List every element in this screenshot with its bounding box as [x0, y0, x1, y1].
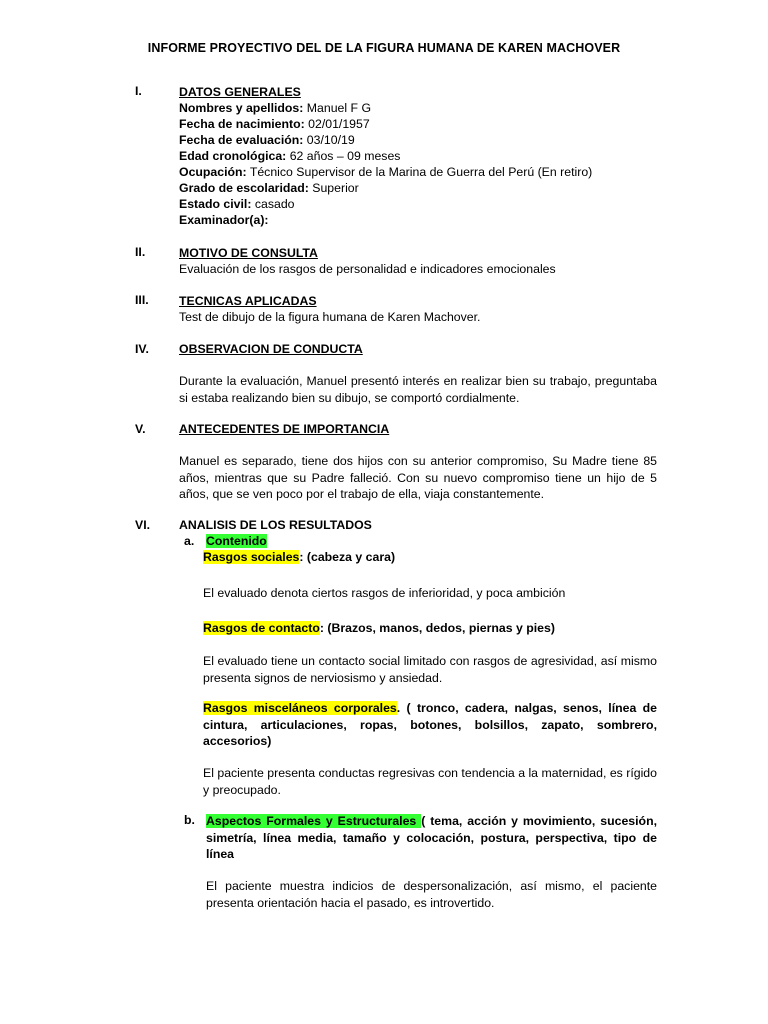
field-label: Fecha de evaluación:: [179, 133, 304, 147]
highlight-label: Rasgos sociales: [203, 550, 300, 564]
subsection-marker: a.: [184, 534, 195, 548]
field-label: Grado de escolaridad:: [179, 181, 309, 195]
rasgos-sociales-heading: [203, 550, 395, 564]
highlight-label: Rasgos misceláneos corporales: [203, 701, 397, 715]
field-label: Examinador(a):: [179, 213, 269, 227]
field-value: 03/10/19: [303, 133, 355, 147]
rasgos-sociales-text: El evaluado denota ciertos rasgos de inferioridad, y poca ambición: [203, 586, 566, 600]
section-heading: TECNICAS APLICADAS: [179, 294, 317, 308]
field-value: 62 años – 09 meses: [286, 149, 401, 163]
section-text: Test de dibujo de la figura humana de Karen Machover.: [179, 310, 481, 324]
field-value: Manuel F G: [303, 101, 372, 115]
field-value: Técnico Supervisor de la Marina de Guerra del Perú (En retiro): [246, 165, 593, 179]
section-number: V.: [135, 422, 146, 436]
field-estado-civil: [179, 196, 592, 212]
section-body: [179, 84, 592, 228]
section-heading: DATOS GENERALES: [179, 85, 301, 99]
rasgos-miscelaneos-heading: [203, 700, 657, 750]
field-value: casado: [251, 197, 295, 211]
subsection-marker: b.: [184, 813, 195, 827]
heading-rest: : (Brazos, manos, dedos, piernas y pies): [319, 621, 555, 635]
section-number: III.: [135, 293, 149, 307]
highlight-label: Aspectos Formales y Estructurales: [206, 814, 422, 828]
section-number: II.: [135, 245, 146, 259]
section-text: Manuel es separado, tiene dos hijos con su anterior compromiso, Su Madre tiene 85 años, mientras que su Padre falleció. Con su nuevo compromiso tiene un hijo de 5 años, que se ven poco por el trabajo de ella, viaja constantemente.: [179, 454, 657, 501]
field-value: 02/01/1957: [304, 117, 370, 131]
rasgos-contacto-heading: [203, 621, 555, 635]
section-number: VI.: [135, 518, 151, 532]
field-label: Ocupación:: [179, 165, 247, 179]
subsection-label: Contenido: [206, 534, 267, 548]
aspectos-formales-heading: [206, 813, 657, 863]
field-ocupacion: [179, 164, 592, 180]
field-escolaridad: [179, 180, 592, 196]
field-fecha-evaluacion: [179, 132, 592, 148]
aspectos-formales-text: El paciente muestra indicios de despersonalización, así mismo, el paciente presenta orientación hacia el pasado, es introvertido.: [206, 879, 657, 910]
field-label: Fecha de nacimiento:: [179, 117, 305, 131]
highlight-label: Rasgos de contacto: [203, 621, 320, 635]
rasgos-contacto-text: El evaluado tiene un contacto social limitado con rasgos de agresividad, así mismo presenta signos de nerviosismo y ansiedad.: [203, 654, 657, 685]
section-body: [179, 293, 480, 325]
heading-rest: ( tema, acción y movimiento, sucesión, simetría, línea media, tamaño y colocación, postura, perspectiva, tipo de línea: [206, 814, 657, 861]
rasgos-miscelaneos-text: El paciente presenta conductas regresivas con tendencia a la maternidad, es rígido y preocupado.: [203, 766, 657, 797]
field-edad: [179, 148, 592, 164]
section-number: I.: [135, 84, 142, 98]
field-label: Estado civil:: [179, 197, 252, 211]
section-body: [179, 245, 556, 277]
section-heading: ANTECEDENTES DE IMPORTANCIA: [179, 422, 390, 436]
section-heading: MOTIVO DE CONSULTA: [179, 246, 318, 260]
section-text: Durante la evaluación, Manuel presentó interés en realizar bien su trabajo, preguntaba si estaba realizando bien su dibujo, se comportó cordialmente.: [179, 374, 657, 405]
heading-rest: : (cabeza y cara): [299, 550, 396, 564]
heading-rest: . ( tronco, cadera, nalgas, senos, línea de cintura, articulaciones, ropas, botones, bolsillos, zapato, sombrero, accesorios): [203, 701, 657, 748]
section-heading: OBSERVACION DE CONDUCTA: [179, 342, 363, 356]
section-text: Evaluación de los rasgos de personalidad e indicadores emocionales: [179, 262, 556, 276]
field-examinador: [179, 212, 592, 228]
field-fecha-nacimiento: [179, 116, 592, 132]
field-nombres: [179, 100, 592, 116]
field-label: Nombres y apellidos:: [179, 101, 304, 115]
section-heading: ANALISIS DE LOS RESULTADOS: [179, 518, 372, 532]
document-title: INFORME PROYECTIVO DEL DE LA FIGURA HUMANA DE KAREN MACHOVER: [147, 41, 621, 55]
section-number: IV.: [135, 342, 149, 356]
field-value: Superior: [308, 181, 359, 195]
field-label: Edad cronológica:: [179, 149, 287, 163]
